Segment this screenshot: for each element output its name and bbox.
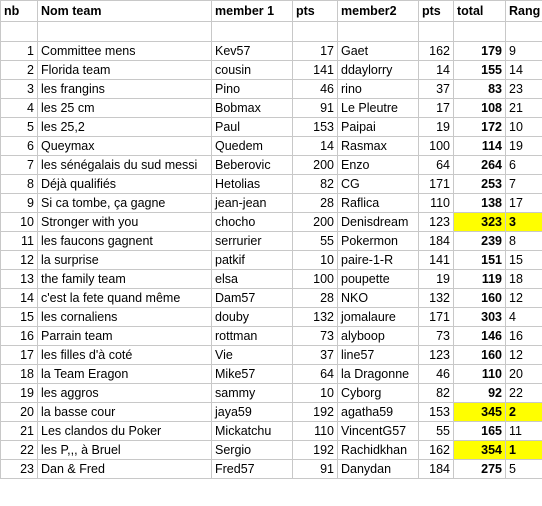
- cell-pts1[interactable]: 192: [293, 441, 338, 460]
- cell-member1[interactable]: cousin: [212, 61, 293, 80]
- empty-cell[interactable]: [454, 22, 506, 42]
- cell-team[interactable]: les faucons gagnent: [38, 232, 212, 251]
- cell-nb[interactable]: 12: [1, 251, 38, 270]
- cell-member2[interactable]: ddaylorry: [338, 61, 419, 80]
- cell-member2[interactable]: la Dragonne: [338, 365, 419, 384]
- cell-team[interactable]: les sénégalais du sud messi: [38, 156, 212, 175]
- cell-total[interactable]: 239: [454, 232, 506, 251]
- cell-pts1[interactable]: 82: [293, 175, 338, 194]
- table-row: [1, 80, 542, 99]
- cell-pts2[interactable]: 37: [419, 80, 454, 99]
- header-nb[interactable]: nb: [1, 1, 38, 22]
- cell-pts1[interactable]: 91: [293, 99, 338, 118]
- cell-nb[interactable]: 21: [1, 422, 38, 441]
- header-pts1[interactable]: pts: [293, 1, 338, 22]
- table-row: [1, 137, 542, 156]
- cell-pts2[interactable]: 64: [419, 156, 454, 175]
- cell-team[interactable]: la Team Eragon: [38, 365, 212, 384]
- cell-total[interactable]: 114: [454, 137, 506, 156]
- cell-pts1[interactable]: 100: [293, 270, 338, 289]
- cell-nb[interactable]: 14: [1, 289, 38, 308]
- cell-member1[interactable]: Hetolias: [212, 175, 293, 194]
- table-row: [1, 289, 542, 308]
- cell-total[interactable]: 165: [454, 422, 506, 441]
- cell-pts2[interactable]: 162: [419, 42, 454, 61]
- cell-nb[interactable]: 2: [1, 61, 38, 80]
- cell-member1[interactable]: rottman: [212, 327, 293, 346]
- table-row: [1, 403, 542, 422]
- cell-pts2[interactable]: 55: [419, 422, 454, 441]
- cell-pts2[interactable]: 132: [419, 289, 454, 308]
- table-row: [1, 156, 542, 175]
- cell-pts2[interactable]: 162: [419, 441, 454, 460]
- cell-member1[interactable]: Beberovic: [212, 156, 293, 175]
- cell-team[interactable]: Stronger with you: [38, 213, 212, 232]
- cell-nb[interactable]: 13: [1, 270, 38, 289]
- header-member2[interactable]: member2: [338, 1, 419, 22]
- cell-member1[interactable]: Sergio: [212, 441, 293, 460]
- cell-pts2[interactable]: 141: [419, 251, 454, 270]
- cell-rang[interactable]: 12: [506, 289, 542, 308]
- table-row: [1, 460, 542, 479]
- cell-team[interactable]: Si ca tombe, ça gagne: [38, 194, 212, 213]
- cell-total[interactable]: 179: [454, 42, 506, 61]
- cell-member2[interactable]: VincentG57: [338, 422, 419, 441]
- header-row: [1, 1, 542, 22]
- cell-pts2[interactable]: 123: [419, 346, 454, 365]
- table-row: [1, 175, 542, 194]
- empty-cell[interactable]: [338, 22, 419, 42]
- cell-total[interactable]: 110: [454, 365, 506, 384]
- cell-member1[interactable]: Kev57: [212, 42, 293, 61]
- cell-nb[interactable]: 5: [1, 118, 38, 137]
- cell-pts1[interactable]: 10: [293, 251, 338, 270]
- cell-member1[interactable]: jean-jean: [212, 194, 293, 213]
- header-pts2[interactable]: pts: [419, 1, 454, 22]
- empty-cell[interactable]: [38, 22, 212, 42]
- cell-pts1[interactable]: 110: [293, 422, 338, 441]
- cell-member2[interactable]: Denisdream: [338, 213, 419, 232]
- empty-cell[interactable]: [212, 22, 293, 42]
- table-row: [1, 251, 542, 270]
- cell-member2[interactable]: Paipai: [338, 118, 419, 137]
- cell-nb[interactable]: 6: [1, 137, 38, 156]
- table-row: [1, 99, 542, 118]
- cell-nb[interactable]: 10: [1, 213, 38, 232]
- cell-rang[interactable]: 12: [506, 346, 542, 365]
- cell-nb[interactable]: 17: [1, 346, 38, 365]
- table-row: [1, 422, 542, 441]
- cell-nb[interactable]: 16: [1, 327, 38, 346]
- cell-member1[interactable]: Pino: [212, 80, 293, 99]
- cell-rang[interactable]: 19: [506, 137, 542, 156]
- cell-team[interactable]: c'est la fete quand même: [38, 289, 212, 308]
- cell-rang[interactable]: 4: [506, 308, 542, 327]
- cell-rang[interactable]: 16: [506, 327, 542, 346]
- header-rang[interactable]: Rang: [506, 1, 542, 22]
- cell-team[interactable]: les cornaliens: [38, 308, 212, 327]
- cell-pts1[interactable]: 37: [293, 346, 338, 365]
- cell-member2[interactable]: Rachidkhan: [338, 441, 419, 460]
- cell-total[interactable]: 92: [454, 384, 506, 403]
- cell-pts1[interactable]: 91: [293, 460, 338, 479]
- cell-pts2[interactable]: 19: [419, 270, 454, 289]
- cell-member1[interactable]: patkif: [212, 251, 293, 270]
- header-member1[interactable]: member 1: [212, 1, 293, 22]
- cell-nb[interactable]: 20: [1, 403, 38, 422]
- cell-pts2[interactable]: 171: [419, 175, 454, 194]
- cell-pts1[interactable]: 141: [293, 61, 338, 80]
- cell-nb[interactable]: 11: [1, 232, 38, 251]
- cell-member1[interactable]: elsa: [212, 270, 293, 289]
- cell-team[interactable]: les frangins: [38, 80, 212, 99]
- cell-total[interactable]: 253: [454, 175, 506, 194]
- cell-total[interactable]: 160: [454, 289, 506, 308]
- cell-member1[interactable]: Mike57: [212, 365, 293, 384]
- cell-pts1[interactable]: 64: [293, 365, 338, 384]
- empty-cell[interactable]: [506, 22, 542, 42]
- cell-pts2[interactable]: 171: [419, 308, 454, 327]
- cell-total[interactable]: 160: [454, 346, 506, 365]
- cell-member2[interactable]: Rasmax: [338, 137, 419, 156]
- cell-member1[interactable]: Mickatchu: [212, 422, 293, 441]
- cell-pts1[interactable]: 200: [293, 156, 338, 175]
- cell-pts2[interactable]: 123: [419, 213, 454, 232]
- cell-member1[interactable]: Fred57: [212, 460, 293, 479]
- cell-rang[interactable]: 9: [506, 42, 542, 61]
- cell-pts1[interactable]: 46: [293, 80, 338, 99]
- cell-total[interactable]: 108: [454, 99, 506, 118]
- cell-rang[interactable]: 6: [506, 156, 542, 175]
- table-row: [1, 308, 542, 327]
- cell-team[interactable]: les 25,2: [38, 118, 212, 137]
- table-row: [1, 327, 542, 346]
- cell-total[interactable]: 264: [454, 156, 506, 175]
- cell-member1[interactable]: Bobmax: [212, 99, 293, 118]
- header-total[interactable]: total: [454, 1, 506, 22]
- cell-total[interactable]: 323: [454, 213, 506, 232]
- cell-rang[interactable]: 2: [506, 403, 542, 422]
- cell-pts2[interactable]: 110: [419, 194, 454, 213]
- table-row: [1, 118, 542, 137]
- cell-nb[interactable]: 1: [1, 42, 38, 61]
- cell-member1[interactable]: Paul: [212, 118, 293, 137]
- cell-rang[interactable]: 21: [506, 99, 542, 118]
- cell-member2[interactable]: NKO: [338, 289, 419, 308]
- cell-member2[interactable]: alyboop: [338, 327, 419, 346]
- cell-nb[interactable]: 7: [1, 156, 38, 175]
- table-row: [1, 270, 542, 289]
- cell-total[interactable]: 275: [454, 460, 506, 479]
- cell-nb[interactable]: 3: [1, 80, 38, 99]
- cell-team[interactable]: les filles d'à coté: [38, 346, 212, 365]
- cell-total[interactable]: 172: [454, 118, 506, 137]
- table-row: [1, 232, 542, 251]
- cell-team[interactable]: la basse cour: [38, 403, 212, 422]
- cell-member2[interactable]: jomalaure: [338, 308, 419, 327]
- cell-rang[interactable]: 11: [506, 422, 542, 441]
- table-row: [1, 61, 542, 80]
- cell-team[interactable]: Les clandos du Poker: [38, 422, 212, 441]
- cell-member2[interactable]: Le Pleutre: [338, 99, 419, 118]
- cell-member1[interactable]: chocho: [212, 213, 293, 232]
- cell-team[interactable]: Committee mens: [38, 42, 212, 61]
- cell-total[interactable]: 303: [454, 308, 506, 327]
- cell-total[interactable]: 119: [454, 270, 506, 289]
- cell-pts1[interactable]: 28: [293, 194, 338, 213]
- table-row: [1, 441, 542, 460]
- cell-team[interactable]: Déjà qualifiés: [38, 175, 212, 194]
- cell-member2[interactable]: Danydan: [338, 460, 419, 479]
- empty-row: [1, 22, 542, 42]
- cell-pts1[interactable]: 153: [293, 118, 338, 137]
- cell-nb[interactable]: 19: [1, 384, 38, 403]
- cell-pts1[interactable]: 14: [293, 137, 338, 156]
- cell-total[interactable]: 354: [454, 441, 506, 460]
- cell-pts1[interactable]: 192: [293, 403, 338, 422]
- cell-pts1[interactable]: 55: [293, 232, 338, 251]
- cell-member2[interactable]: poupette: [338, 270, 419, 289]
- cell-member2[interactable]: paire-1-R: [338, 251, 419, 270]
- cell-pts1[interactable]: 17: [293, 42, 338, 61]
- cell-rang[interactable]: 1: [506, 441, 542, 460]
- cell-nb[interactable]: 23: [1, 460, 38, 479]
- table-row: [1, 213, 542, 232]
- cell-team[interactable]: Dan & Fred: [38, 460, 212, 479]
- cell-rang[interactable]: 7: [506, 175, 542, 194]
- cell-member2[interactable]: Pokermon: [338, 232, 419, 251]
- cell-rang[interactable]: 3: [506, 213, 542, 232]
- empty-cell[interactable]: [293, 22, 338, 42]
- cell-total[interactable]: 155: [454, 61, 506, 80]
- cell-member2[interactable]: Enzo: [338, 156, 419, 175]
- cell-member1[interactable]: serrurier: [212, 232, 293, 251]
- cell-rang[interactable]: 22: [506, 384, 542, 403]
- cell-nb[interactable]: 15: [1, 308, 38, 327]
- cell-pts2[interactable]: 17: [419, 99, 454, 118]
- cell-pts2[interactable]: 184: [419, 460, 454, 479]
- cell-nb[interactable]: 4: [1, 99, 38, 118]
- cell-pts2[interactable]: 19: [419, 118, 454, 137]
- table-row: [1, 42, 542, 61]
- cell-rang[interactable]: 18: [506, 270, 542, 289]
- cell-total[interactable]: 151: [454, 251, 506, 270]
- cell-team[interactable]: Queymax: [38, 137, 212, 156]
- cell-rang[interactable]: 10: [506, 118, 542, 137]
- cell-member1[interactable]: jaya59: [212, 403, 293, 422]
- cell-nb[interactable]: 9: [1, 194, 38, 213]
- cell-team[interactable]: la surprise: [38, 251, 212, 270]
- empty-cell[interactable]: [419, 22, 454, 42]
- cell-rang[interactable]: 20: [506, 365, 542, 384]
- cell-pts1[interactable]: 10: [293, 384, 338, 403]
- table-row: [1, 194, 542, 213]
- cell-member2[interactable]: Gaet: [338, 42, 419, 61]
- table-row: [1, 346, 542, 365]
- cell-rang[interactable]: 8: [506, 232, 542, 251]
- cell-rang[interactable]: 17: [506, 194, 542, 213]
- cell-pts2[interactable]: 153: [419, 403, 454, 422]
- cell-team[interactable]: les P,,, à Bruel: [38, 441, 212, 460]
- cell-pts2[interactable]: 14: [419, 61, 454, 80]
- cell-member2[interactable]: Cyborg: [338, 384, 419, 403]
- header-team[interactable]: Nom team: [38, 1, 212, 22]
- cell-member1[interactable]: sammy: [212, 384, 293, 403]
- cell-rang[interactable]: 14: [506, 61, 542, 80]
- empty-cell[interactable]: [1, 22, 38, 42]
- cell-total[interactable]: 345: [454, 403, 506, 422]
- cell-rang[interactable]: 5: [506, 460, 542, 479]
- cell-rang[interactable]: 23: [506, 80, 542, 99]
- cell-team[interactable]: les aggros: [38, 384, 212, 403]
- cell-member2[interactable]: Raflica: [338, 194, 419, 213]
- cell-total[interactable]: 138: [454, 194, 506, 213]
- cell-nb[interactable]: 22: [1, 441, 38, 460]
- cell-pts1[interactable]: 73: [293, 327, 338, 346]
- cell-member1[interactable]: douby: [212, 308, 293, 327]
- cell-team[interactable]: Florida team: [38, 61, 212, 80]
- cell-total[interactable]: 146: [454, 327, 506, 346]
- cell-pts1[interactable]: 132: [293, 308, 338, 327]
- cell-member1[interactable]: Vie: [212, 346, 293, 365]
- cell-member2[interactable]: agatha59: [338, 403, 419, 422]
- cell-member2[interactable]: line57: [338, 346, 419, 365]
- cell-pts2[interactable]: 73: [419, 327, 454, 346]
- cell-member2[interactable]: rino: [338, 80, 419, 99]
- cell-pts2[interactable]: 100: [419, 137, 454, 156]
- cell-rang[interactable]: 15: [506, 251, 542, 270]
- cell-member1[interactable]: Quedem: [212, 137, 293, 156]
- cell-nb[interactable]: 18: [1, 365, 38, 384]
- cell-team[interactable]: les 25 cm: [38, 99, 212, 118]
- cell-pts2[interactable]: 82: [419, 384, 454, 403]
- cell-member2[interactable]: CG: [338, 175, 419, 194]
- cell-team[interactable]: Parrain team: [38, 327, 212, 346]
- cell-pts2[interactable]: 184: [419, 232, 454, 251]
- cell-team[interactable]: the family team: [38, 270, 212, 289]
- cell-member1[interactable]: Dam57: [212, 289, 293, 308]
- table-row: [1, 384, 542, 403]
- cell-pts2[interactable]: 46: [419, 365, 454, 384]
- table-body: [1, 1, 542, 479]
- cell-pts1[interactable]: 28: [293, 289, 338, 308]
- cell-nb[interactable]: 8: [1, 175, 38, 194]
- cell-pts1[interactable]: 200: [293, 213, 338, 232]
- table-row: [1, 365, 542, 384]
- cell-total[interactable]: 83: [454, 80, 506, 99]
